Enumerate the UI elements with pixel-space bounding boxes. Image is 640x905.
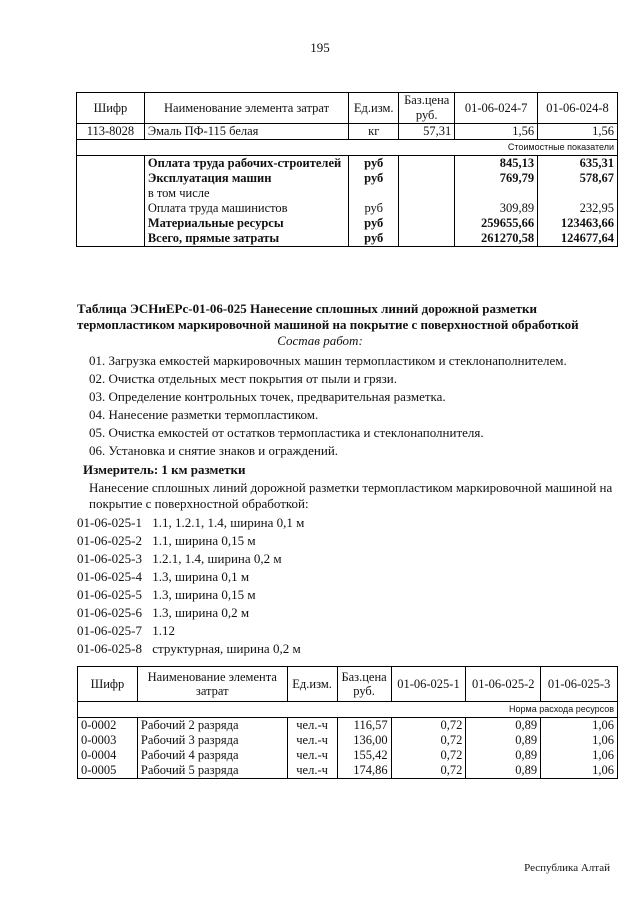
cell-unit: чел.-ч (287, 748, 337, 763)
cell-price: 155,42 (337, 748, 391, 763)
code-item (77, 641, 301, 657)
col-header-name: Наименование элемента затрат (137, 667, 287, 702)
cell-name: Оплата труда машинистов (144, 201, 348, 216)
caption-row (78, 702, 618, 718)
cell-code: 0-0004 (78, 748, 138, 763)
cell-name: Рабочий 4 разряда (137, 748, 287, 763)
col-header-024-8: 01-06-024-8 (538, 93, 618, 124)
work-composition-label: Состав работ: (277, 333, 363, 348)
cost-table-024 (76, 92, 618, 247)
code-item (77, 605, 249, 621)
code-id: 01-06-025-3 (77, 551, 142, 566)
cell-value: 232,95 (538, 201, 618, 216)
cell-code: 0-0003 (78, 733, 138, 748)
code-id: 01-06-025-8 (77, 641, 142, 656)
cell-value: 259655,66 (455, 216, 538, 231)
table-row (78, 718, 618, 734)
code-item (77, 623, 175, 639)
col-header-name: Наименование элемента затрат (144, 93, 348, 124)
cell-value: 0,72 (391, 733, 466, 748)
cell-name: Всего, прямые затраты (144, 231, 348, 247)
col-header-025-1: 01-06-025-1 (391, 667, 466, 702)
cell-value: 0,89 (466, 718, 541, 734)
page-number: 195 (310, 40, 330, 55)
cell-value: 845,13 (455, 156, 538, 172)
cell-value: 124677,64 (538, 231, 618, 247)
col-header-024-7: 01-06-024-7 (455, 93, 538, 124)
cell-value: 1,06 (541, 733, 618, 748)
cell-code: 113-8028 (77, 124, 145, 140)
code-item (77, 587, 256, 603)
resource-table-025 (77, 666, 618, 779)
cell-unit: руб (349, 231, 399, 247)
col-header-code: Шифр (78, 667, 138, 702)
code-id: 01-06-025-1 (77, 515, 142, 530)
measure-description: Нанесение сплошных линий дорожной разметки термопластиком маркировочной машиной на покрытие с поверхностной обработкой: (89, 480, 613, 511)
cell-value: 0,72 (391, 748, 466, 763)
cell-value: 769,79 (455, 171, 538, 186)
footer-region: Республика Алтай (524, 862, 610, 874)
table-row (77, 186, 618, 201)
heading-line-2: термопластиком маркировочной машиной на покрытие с поверхностной обработкой (77, 317, 579, 332)
work-item: 03. Определение контрольных точек, предварительная разметка. (89, 389, 446, 404)
cell-name: Эмаль ПФ-115 белая (144, 124, 348, 140)
cell-value: 1,56 (538, 124, 618, 140)
work-item: 06. Установка и снятие знаков и ограждений. (89, 443, 339, 458)
cell-value: 123463,66 (538, 216, 618, 231)
table-heading (77, 301, 607, 333)
cell-name: Рабочий 2 разряда (137, 718, 287, 734)
heading-line-1: Таблица ЭСНиЕРс-01-06-025 Нанесение сплошных линий дорожной разметки (77, 301, 538, 316)
cell-value: 261270,58 (455, 231, 538, 247)
col-header-025-2: 01-06-025-2 (466, 667, 541, 702)
work-item: 05. Очистка емкостей от остатков термопластика и стеклонаполнителя. (89, 425, 484, 440)
cell-name: в том числе (144, 186, 348, 201)
cell-code: 0-0005 (78, 763, 138, 779)
code-desc: 1.1, 1.2.1, 1.4, ширина 0,1 м (152, 515, 305, 530)
col-header-price: Баз.цена руб. (399, 93, 455, 124)
code-desc: 1.1, ширина 0,15 м (152, 533, 256, 548)
cell-unit: чел.-ч (287, 718, 337, 734)
code-id: 01-06-025-4 (77, 569, 142, 584)
cell-value: 1,06 (541, 748, 618, 763)
code-desc: 1.3, ширина 0,15 м (152, 587, 256, 602)
cell-unit: руб (349, 156, 399, 172)
cell-name: Эксплуатация машин (144, 171, 348, 186)
cell-price: 116,57 (337, 718, 391, 734)
cell-value: 0,72 (391, 718, 466, 734)
cell-price: 174,86 (337, 763, 391, 779)
col-header-unit: Ед.изм. (287, 667, 337, 702)
work-item: 02. Очистка отдельных мест покрытия от пыли и грязи. (89, 371, 397, 386)
cell-value: 0,72 (391, 763, 466, 779)
work-item: 04. Нанесение разметки термопластиком. (89, 407, 319, 422)
table-row (78, 733, 618, 748)
table-row (77, 231, 618, 247)
norm-caption: Норма расхода ресурсов (78, 702, 618, 718)
cell-price: 136,00 (337, 733, 391, 748)
cell-name: Оплата труда рабочих-строителей (144, 156, 348, 172)
measure-unit: Измеритель: 1 км разметки (83, 462, 246, 477)
cell-unit: кг (349, 124, 399, 140)
code-item (77, 569, 249, 585)
code-item (77, 515, 304, 531)
cell-name: Рабочий 3 разряда (137, 733, 287, 748)
cell-value: 0,89 (466, 733, 541, 748)
table-row (77, 171, 618, 186)
table-row (77, 124, 618, 140)
cell-name: Рабочий 5 разряда (137, 763, 287, 779)
col-header-price: Баз.цена руб. (337, 667, 391, 702)
cell-unit: чел.-ч (287, 763, 337, 779)
table-row (78, 763, 618, 779)
cost-caption: Стоимостные показатели (77, 140, 618, 156)
caption-row (77, 140, 618, 156)
cell-value: 635,31 (538, 156, 618, 172)
cell-value: 1,06 (541, 718, 618, 734)
code-desc: 1.12 (152, 623, 175, 638)
col-header-code: Шифр (77, 93, 145, 124)
code-desc: структурная, ширина 0,2 м (152, 641, 301, 656)
code-desc: 1.3, ширина 0,2 м (152, 605, 250, 620)
cell-name: Материальные ресурсы (144, 216, 348, 231)
cell-value: 309,89 (455, 201, 538, 216)
code-desc: 1.3, ширина 0,1 м (152, 569, 250, 584)
col-header-unit: Ед.изм. (349, 93, 399, 124)
table-row (77, 201, 618, 216)
code-desc: 1.2.1, 1.4, ширина 0,2 м (152, 551, 282, 566)
cell-price: 57,31 (399, 124, 455, 140)
cell-value: 1,56 (455, 124, 538, 140)
table-row (77, 156, 618, 172)
code-id: 01-06-025-5 (77, 587, 142, 602)
cell-value: 0,89 (466, 748, 541, 763)
cell-unit: чел.-ч (287, 733, 337, 748)
code-item (77, 551, 282, 567)
code-item (77, 533, 256, 549)
code-id: 01-06-025-2 (77, 533, 142, 548)
cell-unit: руб (349, 201, 399, 216)
work-item: 01. Загрузка емкостей маркировочных машин термопластиком и стеклонаполнителем. (89, 353, 567, 368)
code-id: 01-06-025-6 (77, 605, 142, 620)
code-id: 01-06-025-7 (77, 623, 142, 638)
cell-code: 0-0002 (78, 718, 138, 734)
col-header-025-3: 01-06-025-3 (541, 667, 618, 702)
table-row (78, 748, 618, 763)
table-row (77, 216, 618, 231)
cell-value: 0,89 (466, 763, 541, 779)
cell-unit: руб (349, 171, 399, 186)
cell-value: 578,67 (538, 171, 618, 186)
cell-value: 1,06 (541, 763, 618, 779)
cell-unit: руб (349, 216, 399, 231)
